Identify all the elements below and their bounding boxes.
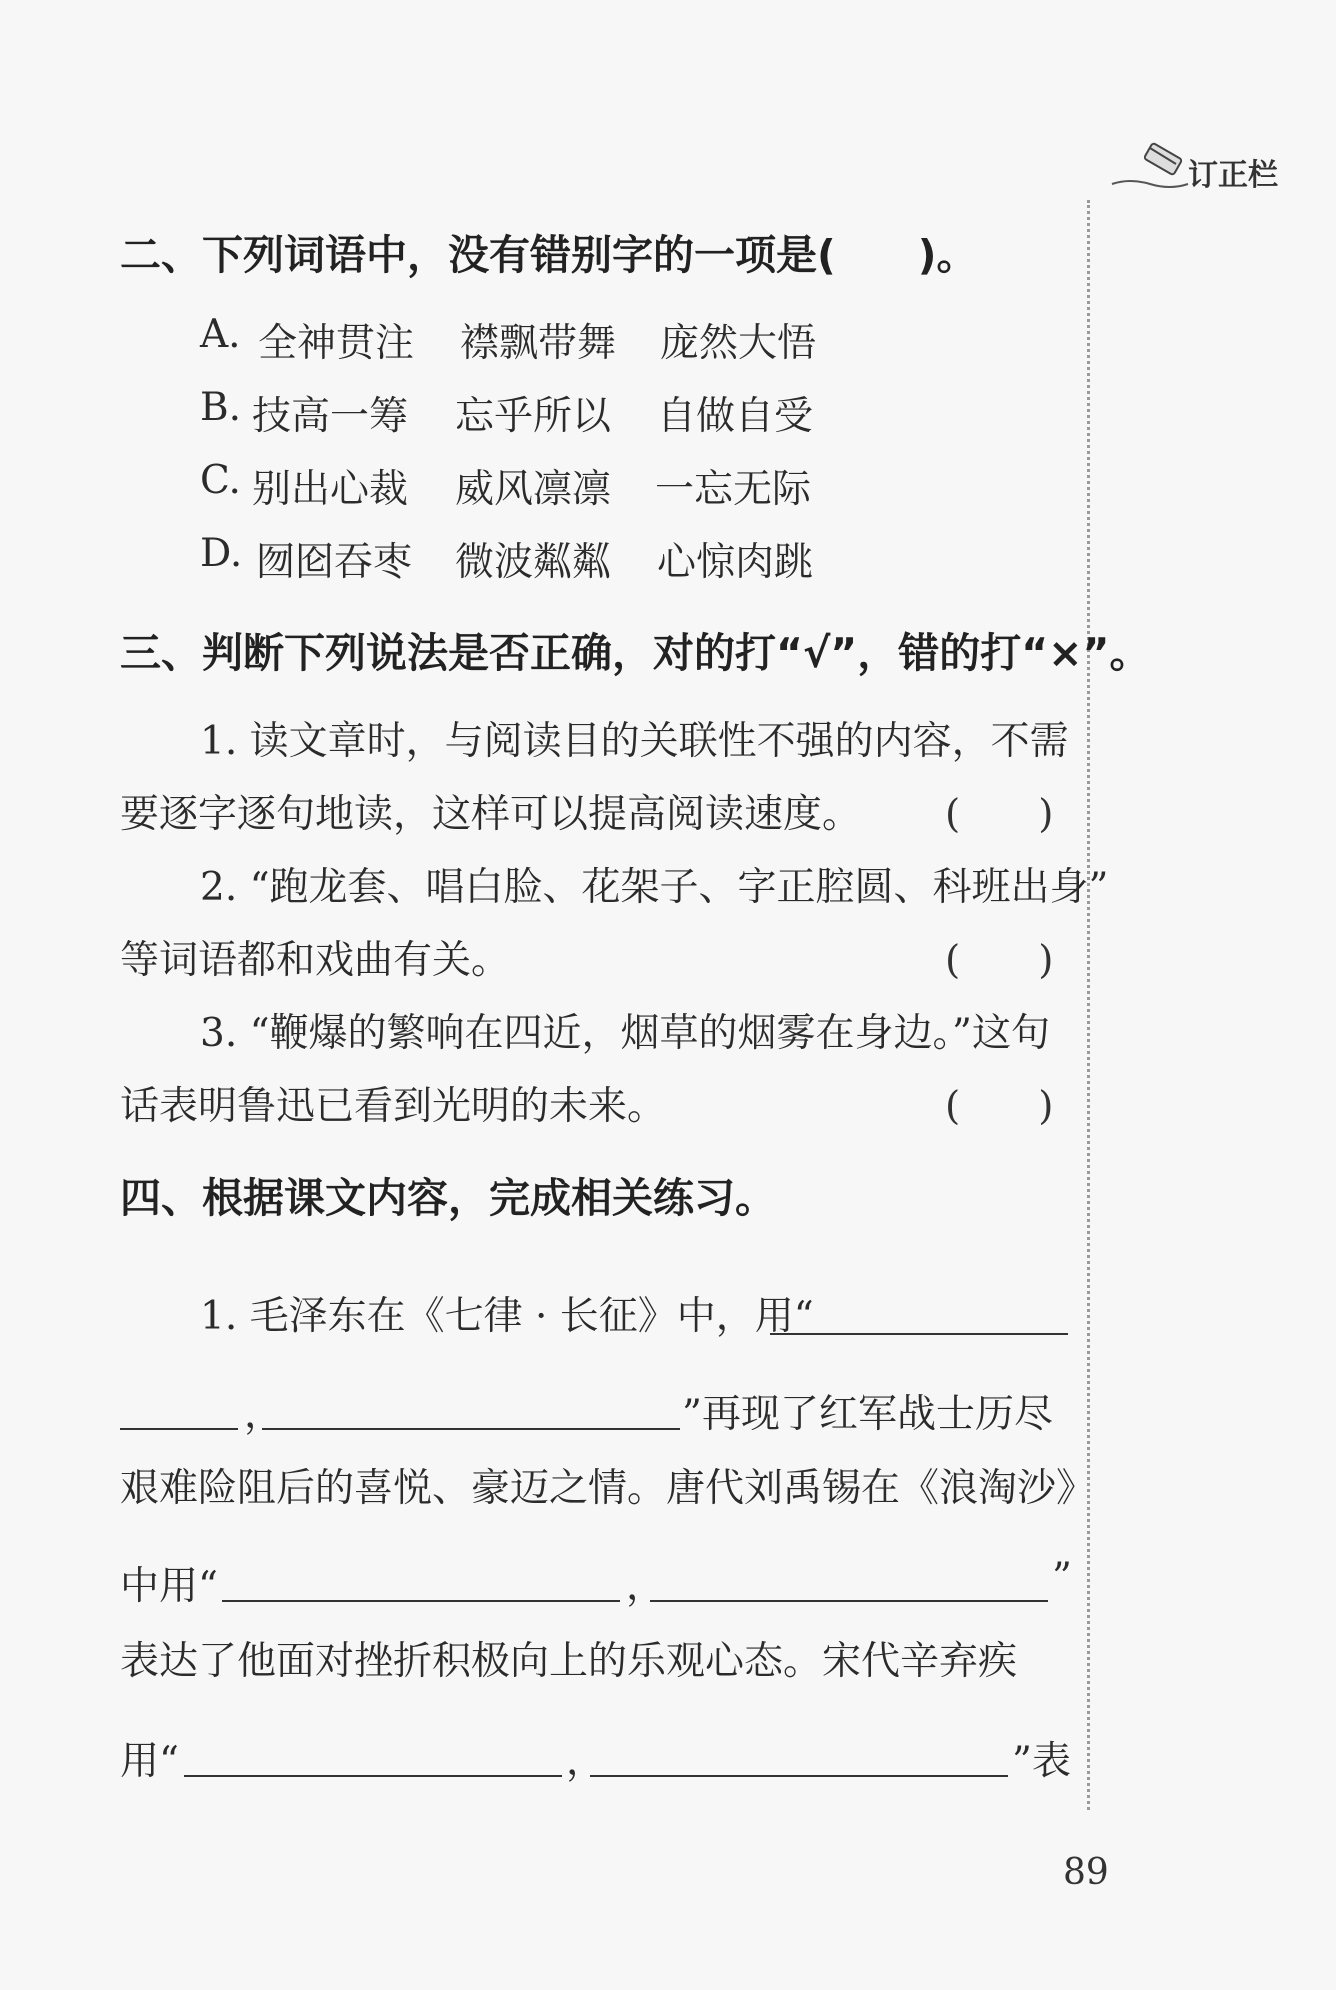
fill-blank-7[interactable] — [590, 1775, 1008, 1777]
fill-line-5-text: 表达了他面对挫折积极向上的乐观心态。宋代辛弃疾 — [120, 1639, 1018, 1684]
fill-comma-3: ， — [566, 1739, 606, 1784]
option-a-word-1: 全神贯注 — [258, 321, 415, 366]
answer-paren-2[interactable]: ( ) — [945, 938, 1054, 983]
option-b-word-3: 自做自受 — [657, 394, 814, 439]
fill-line-6-end: ”表 — [1012, 1739, 1071, 1784]
option-label: A. — [200, 312, 241, 357]
option-label: B. — [200, 385, 242, 430]
option-a-word-3: 庞然大悟 — [660, 321, 817, 366]
margin-divider — [1087, 200, 1090, 1810]
fill-blank-4[interactable] — [222, 1600, 620, 1602]
pencil-icon — [1110, 140, 1190, 196]
page-number: 89 — [1063, 1852, 1109, 1893]
fill-blank-5[interactable] — [650, 1600, 1048, 1602]
option-a — [200, 312, 258, 357]
option-d-word-2: 微波粼粼 — [455, 540, 612, 585]
margin-header — [1110, 140, 1330, 200]
fill-line-4-start: 中用“ — [120, 1564, 218, 1609]
fill-blank-3[interactable] — [262, 1428, 680, 1430]
option-label: C. — [200, 458, 241, 503]
option-d — [200, 531, 258, 576]
option-b-word-1: 技高一筹 — [252, 394, 409, 439]
section3-heading: 三、判断下列说法是否正确，对的打“√”，错的打“×”。 — [120, 629, 1151, 677]
fill-blank-2[interactable] — [120, 1428, 238, 1430]
fill-line-6-start: 用“ — [120, 1739, 179, 1784]
fill-line-1-text: 1. 毛泽东在《七律 · 长征》中，用“ — [200, 1294, 814, 1339]
margin-title: 订正栏 — [1188, 158, 1278, 193]
option-label: D. — [200, 531, 243, 576]
fill-comma-1: ， — [244, 1392, 284, 1437]
fill-blank-1[interactable] — [770, 1333, 1068, 1335]
fill-comma-2: ， — [626, 1564, 666, 1609]
fill-blank-6[interactable] — [184, 1775, 562, 1777]
section2-heading: 二、下列词语中，没有错别字的一项是( )。 — [120, 231, 978, 279]
option-b — [200, 385, 258, 430]
option-d-word-3: 心惊肉跳 — [657, 540, 814, 585]
judge-item-1-line1: 1. 读文章时，与阅读目的关联性不强的内容，不需 — [200, 719, 1069, 764]
judge-item-2-line2: 等词语都和戏曲有关。 — [120, 938, 511, 983]
answer-paren-1[interactable]: ( ) — [945, 792, 1054, 837]
option-a-word-2: 襟飘带舞 — [460, 321, 617, 366]
answer-paren-3[interactable]: ( ) — [945, 1084, 1054, 1129]
option-c-word-2: 威风凛凛 — [455, 467, 612, 512]
fill-line-4-end: ” — [1052, 1555, 1072, 1600]
judge-item-2-line1: 2. “跑龙套、唱白脸、花架子、字正腔圆、科班出身” — [200, 865, 1109, 910]
option-c — [200, 458, 258, 503]
option-c-word-3: 一忘无际 — [655, 467, 812, 512]
option-c-word-1: 别出心裁 — [252, 467, 409, 512]
judge-item-1-line2: 要逐字逐句地读，这样可以提高阅读速度。 — [120, 792, 862, 837]
section4-heading: 四、根据课文内容，完成相关练习。 — [120, 1174, 776, 1222]
option-b-word-2: 忘乎所以 — [455, 394, 612, 439]
judge-item-3-line1: 3. “鞭爆的繁响在四近，烟草的烟雾在身边。”这句 — [200, 1011, 1050, 1056]
option-d-word-1: 囫囵吞枣 — [256, 540, 413, 585]
fill-line-3-text: 艰难险阻后的喜悦、豪迈之情。唐代刘禹锡在《浪淘沙》 — [120, 1466, 1096, 1511]
fill-line-2-text: ”再现了红军战士历尽 — [682, 1392, 1053, 1437]
judge-item-3-line2: 话表明鲁迅已看到光明的未来。 — [120, 1084, 667, 1129]
